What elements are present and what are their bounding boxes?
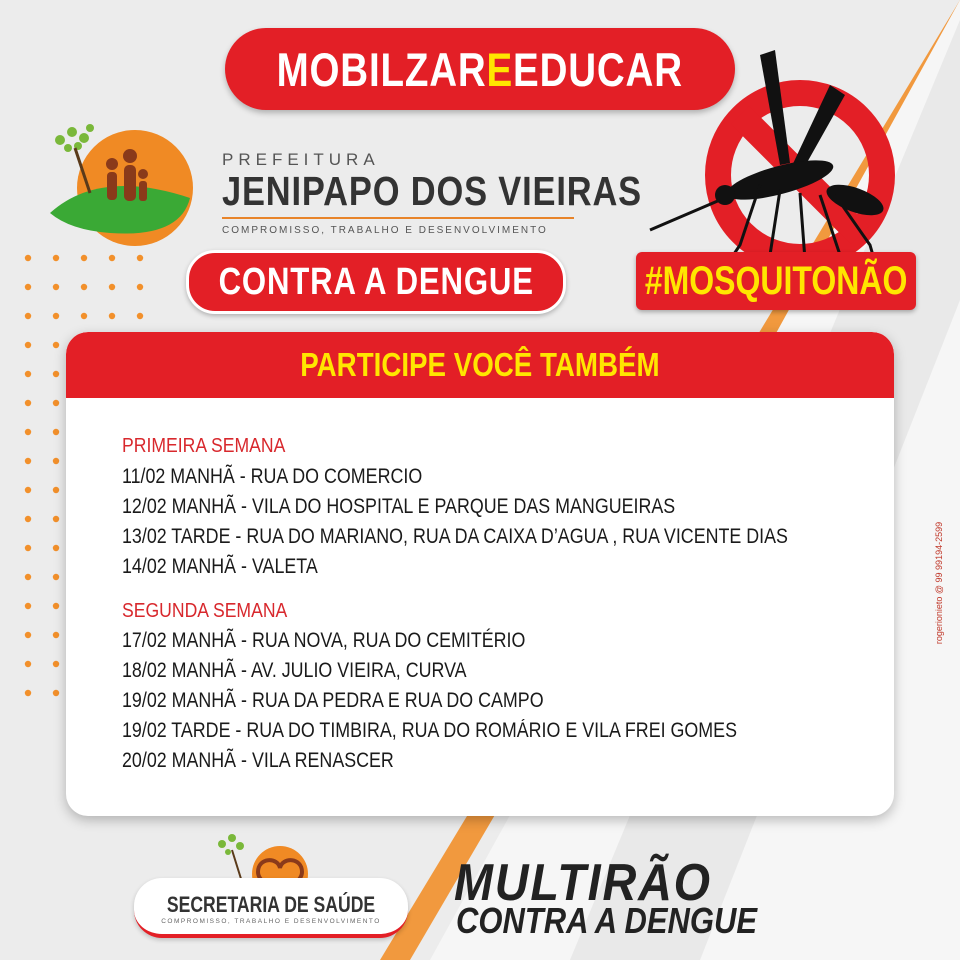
decor-dot [25, 255, 31, 261]
schedule-row: 12/02 MANHÃ - VILA DO HOSPITAL E PARQUE DAS MANGUEIRAS [122, 495, 676, 518]
decor-dot [137, 284, 143, 290]
hashtag-text-2: NÃO [836, 258, 908, 303]
decor-dot [25, 516, 31, 522]
decor-dot [137, 255, 143, 261]
schedule-row: 20/02 MANHÃ - VILA RENASCER [122, 749, 394, 772]
decor-dot [109, 313, 115, 319]
hashtag-text-1: #MOSQUITO [644, 258, 837, 303]
schedule-row: 19/02 TARDE - RUA DO TIMBIRA, RUA DO ROMÁRIO E VILA FREI GOMES [122, 719, 737, 742]
divider [222, 217, 574, 219]
schedule-row: 19/02 MANHÃ - RUA DA PEDRA E RUA DO CAMPO [122, 689, 544, 712]
decor-dot [53, 284, 59, 290]
decor-dot [53, 400, 59, 406]
decor-dot [53, 545, 59, 551]
designer-credit [926, 500, 944, 670]
decor-dot [53, 690, 59, 696]
decor-dot [25, 545, 31, 551]
prefeitura-block [222, 150, 642, 236]
banner-text-e: E [486, 42, 514, 96]
decor-dot [25, 284, 31, 290]
decor-dot [25, 487, 31, 493]
decor-dot [25, 342, 31, 348]
decor-dot [81, 255, 87, 261]
decor-dot [53, 313, 59, 319]
contra-dengue-text: CONTRA A DENGUE [218, 260, 534, 303]
decor-dot [25, 690, 31, 696]
decor-dot [53, 429, 59, 435]
decor-dot [109, 255, 115, 261]
decor-dot [25, 574, 31, 580]
decor-dot [25, 313, 31, 319]
prefeitura-label: PREFEITURA [222, 150, 380, 169]
decor-dot [53, 487, 59, 493]
decor-dot [53, 255, 59, 261]
decor-dot [25, 632, 31, 638]
credit-text: rogerionieto @ 99 99194-2599 [934, 521, 944, 645]
decor-dot [53, 632, 59, 638]
decor-dot [25, 661, 31, 667]
decor-dot [53, 574, 59, 580]
schedule-row: 11/02 MANHÃ - RUA DO COMERCIO [122, 465, 423, 488]
card-title: PARTICIPE VOCÊ TAMBÉM [300, 346, 660, 383]
decor-dot [81, 313, 87, 319]
footer-subtitle: CONTRA A DENGUE [456, 900, 757, 941]
mosquito-nao-badge [636, 252, 916, 310]
decor-dot [137, 313, 143, 319]
prefeitura-logo [40, 118, 200, 248]
secretaria-motto: COMPROMISSO, TRABALHO E DESENVOLVIMENTO [161, 918, 381, 925]
week-title: PRIMEIRA SEMANA [122, 435, 286, 457]
decor-dot [53, 603, 59, 609]
secretaria-badge [134, 878, 408, 938]
decor-dot [25, 429, 31, 435]
decor-dot [81, 284, 87, 290]
decor-dot [53, 371, 59, 377]
decor-dot [25, 603, 31, 609]
decor-dot [53, 342, 59, 348]
card-header [66, 332, 894, 398]
decor-dot [25, 400, 31, 406]
footer-title: MULTIRÃO [454, 854, 712, 912]
decor-dot [53, 661, 59, 667]
decor-dot [25, 458, 31, 464]
contra-dengue-badge [186, 250, 566, 314]
week-title: SEGUNDA SEMANA [122, 600, 288, 622]
decor-dot [109, 284, 115, 290]
prefeitura-motto: COMPROMISSO, TRABALHO E DESENVOLVIMENTO [222, 225, 548, 236]
schedule-row: 14/02 MANHÃ - VALETA [122, 555, 318, 578]
decor-dot [53, 458, 59, 464]
banner-text-1: MOBILZAR [276, 42, 487, 96]
schedule-row: 18/02 MANHÃ - AV. JULIO VIEIRA, CURVA [122, 659, 467, 682]
banner-text-2: EDUCAR [513, 42, 684, 96]
schedule-row: 13/02 TARDE - RUA DO MARIANO, RUA DA CAIXA D’AGUA , RUA VICENTE DIAS [122, 525, 788, 548]
schedule-card [66, 332, 894, 816]
decor-dot [53, 516, 59, 522]
city-name: JENIPAPO DOS VIEIRAS [222, 168, 642, 214]
decor-dot [25, 371, 31, 377]
secretaria-title: SECRETARIA DE SAÚDE [166, 892, 376, 917]
schedule-row: 17/02 MANHÃ - RUA NOVA, RUA DO CEMITÉRIO [122, 629, 526, 652]
